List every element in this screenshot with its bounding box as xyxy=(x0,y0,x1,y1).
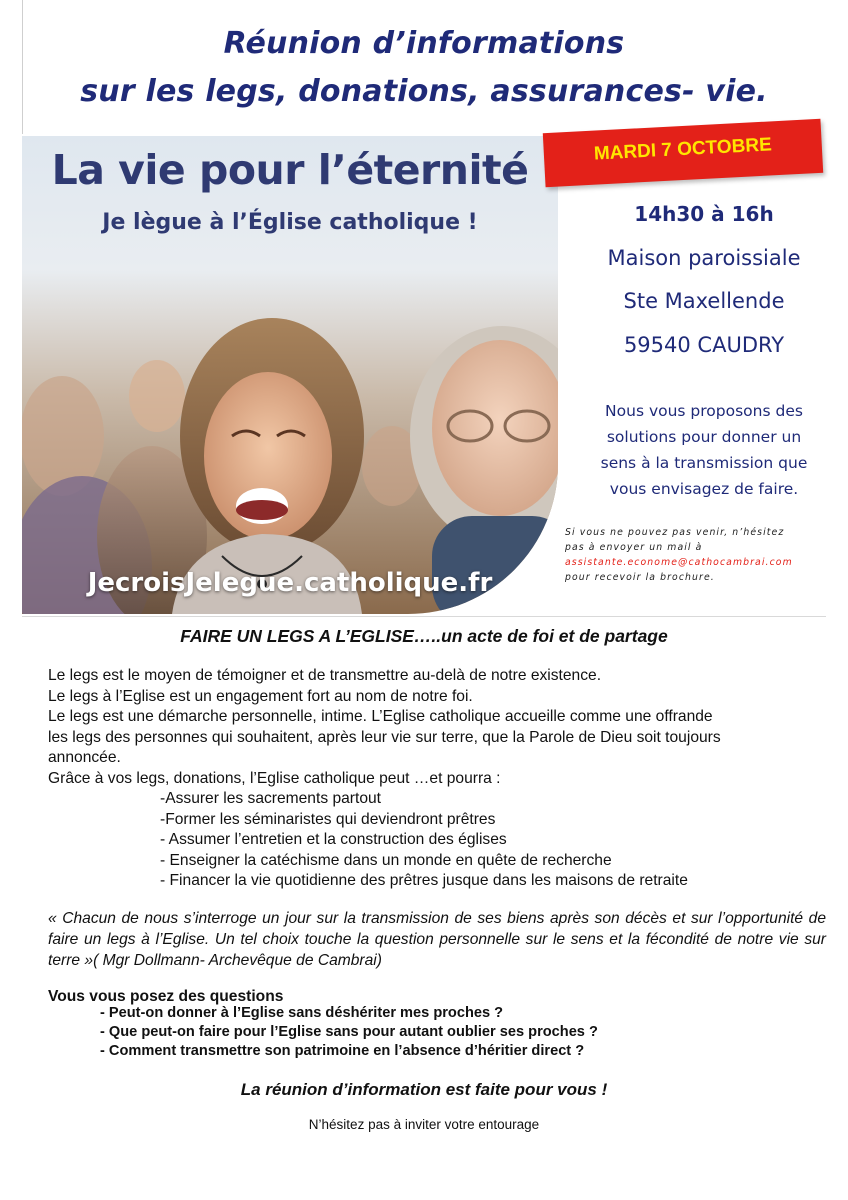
event-place-line1: Maison paroissiale xyxy=(607,246,801,270)
question-item: - Comment transmettre son patrimoine en l’absence d’héritier direct ? xyxy=(100,1043,585,1059)
contact-note xyxy=(565,525,840,585)
note-line1: Si vous ne pouvez pas venir, n’hésitez xyxy=(565,527,785,538)
invite-text: N’hésitez pas à inviter votre entourage xyxy=(308,1117,540,1132)
question-item: - Que peut-on faire pour l’Eglise sans pour autant oublier ses proches ? xyxy=(100,1024,598,1040)
proposal-line1: Nous vous proposons des xyxy=(605,402,803,420)
note-line4: pour recevoir la brochure. xyxy=(565,572,715,583)
date-banner xyxy=(543,119,823,187)
body-paragraph-3c: annoncée. xyxy=(48,749,121,766)
proposal-line3: sens à la transmission que xyxy=(600,454,808,472)
body-paragraph-1: Le legs est le moyen de témoigner et de transmettre au-delà de notre existence. xyxy=(48,667,602,684)
section-title: FAIRE UN LEGS A L’EGLISE…..un acte de foi et de partage xyxy=(180,626,668,646)
list-item: - Financer la vie quotidienne des prêtres jusque dans les maisons de retraite xyxy=(160,872,688,889)
list-item: -Assurer les sacrements partout xyxy=(160,790,381,807)
list-item: - Enseigner la catéchisme dans un monde en quête de recherche xyxy=(160,851,612,869)
questions-heading: Vous vous posez des questions xyxy=(48,988,284,1005)
body-paragraph-3a: Le legs est une démarche personnelle, intime. L’Eglise catholique accueille comme une offrande xyxy=(48,708,713,725)
page-title-line1: Réunion d’informations xyxy=(223,26,625,61)
event-date: MARDI 7 OCTOBRE xyxy=(593,134,773,165)
page-title-line2: sur les legs, donations, assurances- vie. xyxy=(80,74,768,109)
proposal-line4: vous envisagez de faire. xyxy=(609,480,799,498)
left-divider xyxy=(22,0,23,134)
contact-email-link[interactable]: assistante.econome@cathocambrai.com xyxy=(565,557,793,568)
poster-website: JecroisJelegue.catholique.fr xyxy=(87,568,493,598)
people-illustration xyxy=(22,136,558,614)
question-item: - Peut-on donner à l’Eglise sans déshériter mes proches ? xyxy=(100,1005,504,1021)
poster-subtitle: Je lègue à l’Église catholique ! xyxy=(102,210,478,235)
event-place-line2: Ste Maxellende xyxy=(623,289,785,313)
body-text xyxy=(48,666,818,789)
list-item: -Former les séminaristes qui deviendront prêtres xyxy=(160,810,496,828)
section-divider xyxy=(22,616,826,617)
body-paragraph-4: Grâce à vos legs, donations, l’Eglise catholique peut …et pourra : xyxy=(48,769,501,787)
proposal-line2: solutions pour donner un xyxy=(606,428,802,446)
body-paragraph-2: Le legs à l’Eglise est un engagement fort au nom de notre foi. xyxy=(48,687,473,705)
event-time: 14h30 à 16h xyxy=(634,202,774,226)
list-item: - Assumer l’entretien et la construction des églises xyxy=(160,831,507,848)
body-paragraph-3b: les legs des personnes qui souhaitent, après leur vie sur terre, que la Parole de Dieu soit toujours xyxy=(48,728,721,746)
poster-title: La vie pour l’éternité xyxy=(51,146,529,194)
event-place-line3: 59540 CAUDRY xyxy=(623,333,785,357)
note-line2: pas à envoyer un mail à xyxy=(565,542,703,553)
poster-photo xyxy=(22,136,558,614)
archbishop-quote: « Chacun de nous s’interroge un jour sur la transmission de ses biens après son décès et sur l’opportunité de faire un legs à l’Eglise. Un tel choix touche la question personnelle sur le sens et la fécondité de notre vie sur terre »( Mgr Dollmann- Archevêque de Cambrai) xyxy=(48,910,826,969)
proposal-text xyxy=(570,398,838,502)
closing-statement: La réunion d’information est faite pour vous ! xyxy=(240,1080,608,1099)
